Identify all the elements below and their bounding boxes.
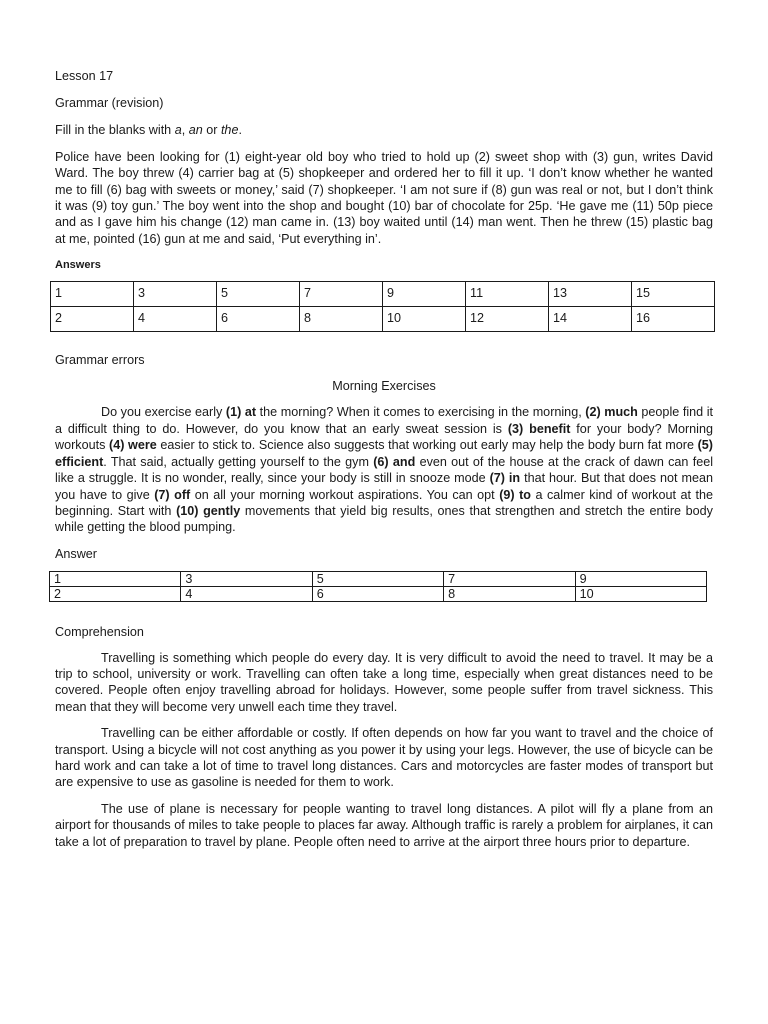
instruction-article-the: the [220, 123, 239, 138]
passage-text: the morning? When it comes to exercising in the morning, [256, 405, 586, 420]
instruction-period: . [238, 123, 242, 138]
answer-table [49, 571, 707, 602]
passage-text: even out of the house at the crack of dawn can feel like a struggle. It is no wonder, really, since your body is still in snooze mode [55, 454, 714, 486]
answer-cell: 14 [549, 306, 632, 331]
answer-cell: 13 [549, 281, 632, 306]
instruction-separator: or [202, 123, 221, 138]
comprehension-paragraph: Travelling can be either affordable or costly. If often depends on how far you want to travel and the choice of transport. Using a bicycle will not cost anything as you power it by using your legs. However, the use of bicycle can be hard work and can take a lot of time to travel long distances. Cars and motorcycles are faster modes of transport but are expensive to use as gasoline is needed for them to work. [55, 726, 713, 790]
answer-cell: 6 [312, 587, 443, 602]
comprehension-paragraph: Travelling is something which people do every day. It is very difficult to avoid the need to travel. It may be a trip to school, university or work. Travelling can often take a long time, especially when great distances need to be covered. People often enjoy travelling abroad for holidays. However, some people suffer from travel sickness. This mean that they will become very unwell each time they travel. [55, 650, 713, 714]
passage-text: movements that yield big results, ones that strengthen and stretch the entire body while getting the blood pumping. [55, 503, 713, 535]
error-marker: (1) at [225, 405, 257, 420]
answer-cell: 5 [312, 572, 443, 587]
answer-cell: 8 [444, 587, 575, 602]
answers-table [50, 281, 715, 332]
passage-text: easier to stick to. Science also suggests that working out early may help the body burn fat more [156, 438, 698, 453]
lesson-title: Lesson 17 [55, 69, 114, 83]
error-marker: (7) off [154, 487, 191, 502]
fill-blanks-passage: Police have been looking for (1) eight-year old boy who tried to hold up (2) sweet shop with (3) gun, writes David Ward. The boy threw (4) carrier bag at (5) shopkeeper and ordered her to fill it up. ‘I don’t know whether he wanted me to fill (6) bag with sweets or money,’ said (7) shopkeeper. ‘I am not sure if (8) gun was real or not, but I don’t think it was (9) toy gun.’ The boy went into the shop and bought (10) bar of chocolate for 25p. ‘He gave me (11) 50p piece and as I gave him his change (12) man came in. (13) boy waited until (14) man went. Then he threw (15) plastic bag at me, pointed (16) gun at me and said, ‘Put everything in’. [55, 149, 713, 246]
grammar-errors-heading: Grammar errors [55, 352, 145, 367]
answer-cell: 7 [300, 281, 383, 306]
comprehension-paragraph: The use of plane is necessary for people wanting to travel long distances. A pilot will fly a plane from an airport for thousands of miles to take people to places far away. Although traffic is rarely a problem for airplanes, it can take a lot of preparation to travel by plane. People often need to arrive at the airport three hours prior to departure. [55, 801, 713, 849]
error-marker: (5) efficient [55, 438, 713, 469]
answer-cell: 9 [383, 281, 466, 306]
error-marker: (6) and [373, 454, 416, 469]
comprehension-heading: Comprehension [55, 625, 144, 640]
answer-cell: 2 [50, 587, 181, 602]
instruction-separator: , [181, 123, 189, 138]
error-marker: (3) benefit [507, 421, 571, 436]
passage-text: Do you exercise early [101, 405, 226, 420]
instruction-text: Fill in the blanks with [55, 123, 175, 138]
answer-cell: 10 [383, 306, 466, 331]
passage-text: that hour. But that does not mean you have to give [55, 471, 713, 502]
document-page [55, 68, 713, 850]
fill-blanks-instruction [55, 122, 713, 138]
passage-text: people find it a difficult thing to do. However, do you know that an early sweat session is [55, 405, 714, 436]
error-marker: (4) were [109, 438, 157, 453]
passage-text: on all your morning workout aspirations. You can opt [190, 487, 500, 502]
passage-text: a calmer kind of workout at the beginning. Start with [55, 487, 713, 518]
answer-cell: 15 [632, 281, 715, 306]
error-marker: (9) to [499, 487, 531, 502]
answer-cell: 1 [51, 281, 134, 306]
answer-cell: 12 [466, 306, 549, 331]
answer-cell: 6 [217, 306, 300, 331]
answer-cell: 16 [632, 306, 715, 331]
answer-cell: 10 [575, 587, 706, 602]
instruction-article-an: an [188, 123, 203, 138]
answer-cell: 11 [466, 281, 549, 306]
answer-cell: 1 [50, 572, 181, 587]
passage-text: for your body? Morning workouts [55, 421, 713, 453]
answer-cell: 3 [134, 281, 217, 306]
grammar-errors-passage [55, 404, 713, 535]
error-marker: (7) in [489, 471, 521, 486]
error-marker: (2) much [585, 405, 638, 420]
answer-cell: 4 [134, 306, 217, 331]
answers-label: Answers [55, 259, 101, 272]
answer-cell: 8 [300, 306, 383, 331]
grammar-revision-heading: Grammar (revision) [55, 96, 164, 110]
answer-cell: 5 [217, 281, 300, 306]
table-row [50, 572, 707, 587]
answer-cell: 4 [181, 587, 312, 602]
answer-cell: 9 [575, 572, 706, 587]
answer-label: Answer [55, 546, 97, 561]
answer-cell: 3 [181, 572, 312, 587]
error-marker: (10) gently [176, 503, 241, 518]
passage-text: . That said, actually getting yourself to the gym [103, 454, 374, 469]
table-row [51, 306, 715, 331]
answer-cell: 2 [51, 306, 134, 331]
morning-exercises-title: Morning Exercises [332, 379, 436, 394]
instruction-article-a: a [174, 123, 182, 138]
table-row [50, 587, 707, 602]
table-row [51, 281, 715, 306]
answer-cell: 7 [444, 572, 575, 587]
